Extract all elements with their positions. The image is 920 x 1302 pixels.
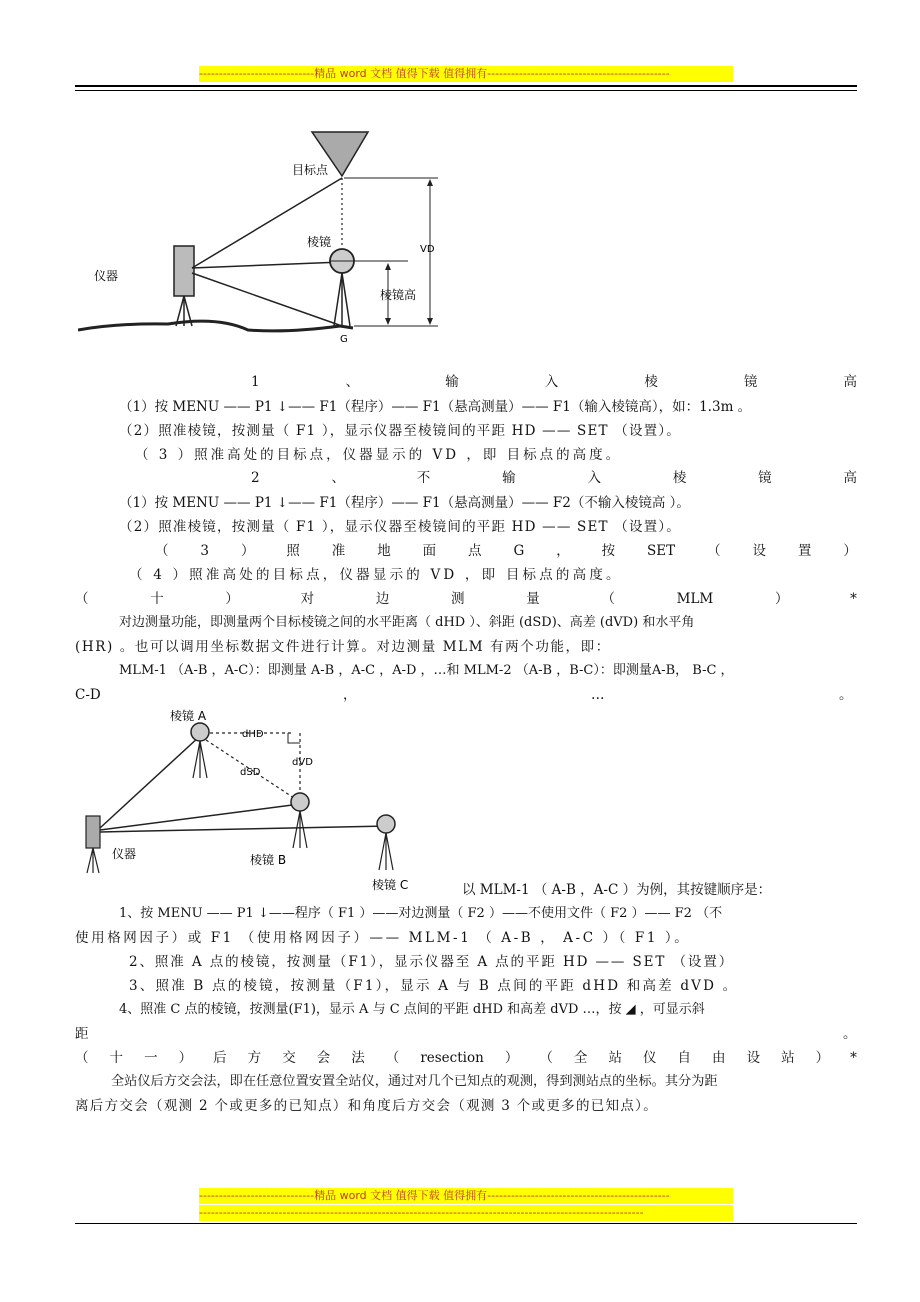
mlm-figure (78, 708, 418, 898)
ground-line (78, 321, 353, 331)
example-step1-line2: 使用格网因子）或 F1 （使用格网因子）—— MLM-1 （ A-B ， A-C ）（ F1 ）。 (75, 930, 691, 946)
line-to-prism-a (100, 736, 200, 828)
footer-watermark-banner: -----------------------------精品 word 文档 值得下载 值得拥有---------------------------------------------- (199, 1188, 733, 1204)
mlm-paragraph-line3: MLM-1 （A-B ，A-C）：即测量 A-B ，A-C ，A-D ，…和 MLM-2 （A-B ，B-C）：即测量A-B， B-C ， (119, 663, 734, 678)
prism-height-label: 棱镜高 (380, 288, 417, 302)
example-step4-line2: 距 。 (75, 1026, 857, 1042)
line-to-prism-c (100, 826, 386, 832)
sight-line-prism (192, 262, 342, 268)
vd-label: VD (420, 244, 435, 255)
dsd-label: dSD (240, 767, 261, 778)
section1-heading: 1 、 输 入 棱 镜 高 (251, 374, 857, 390)
resection-paragraph-line1: 全站仪后方交会法，即在任意位置安置全站仪，通过对几个已知点的观测，得到测站点的坐标。其分为距 (111, 1074, 718, 1089)
instrument-label: 仪器 (112, 847, 137, 861)
mlm-paragraph-line4: C-D ， … 。 (75, 687, 853, 703)
section2-step3: （ 3 ） 照 准 地 面 点 G ， 按 SET （ 设 置 ） (155, 543, 857, 559)
ground-point-g-label: G (340, 334, 348, 345)
resection-heading: （ 十 一 ） 后 方 交 会 法 （ resection ） （ 全 站 仪 自 由 设 站 ） * (75, 1050, 857, 1066)
footer-rule (75, 1223, 857, 1224)
sight-line-target (192, 178, 342, 268)
prism-label: 棱镜 (307, 235, 332, 249)
prism-a-circle (191, 723, 209, 741)
mlm-paragraph-line2: (HR) 。也可以调用坐标数据文件进行计算。对边测量 MLM 有两个功能，即： (75, 639, 611, 655)
section1-step2: （2）照准棱镜，按测量（ F1 ），显示仪器至棱镜间的平距 HD —— SET （设置）。 (119, 423, 681, 439)
section1-step3: （ 3 ）照准高处的目标点，仪器显示的 VD ，即 目标点的高度。 (135, 447, 623, 463)
prism-c-label: 棱镜 C (372, 878, 409, 892)
instrument-label: 仪器 (94, 269, 119, 283)
section2-step1: （1）按 MENU —— P1 ↓—— F1（程序）—— F1（悬高测量）—— F2（不输入棱镜高 ）。 (119, 495, 690, 511)
resection-paragraph-line2: 离后方交会（观测 2 个或更多的已知点）和角度后方交会（观测 3 个或更多的已知点）。 (75, 1098, 658, 1114)
footer-watermark-dashes: ---------------------------------------------------------------------------------------------------------------- (199, 1205, 733, 1221)
example-step2: 2、照准 A 点的棱镜，按测量（F1），显示仪器至 A 点的平距 HD —— SET （设置） (129, 954, 735, 970)
prism-b-label: 棱镜 B (250, 853, 287, 867)
section2-heading: 2 、 不 输 入 棱 镜 高 (251, 470, 857, 486)
mlm-heading: （ 十 ） 对 边 测 量 （ MLM ） * (75, 591, 857, 607)
example-step1-line1: 1、按 MENU —— P1 ↓——程序（ F1 ）——对边测量（ F2 ）——不使用文件（ F2 ）—— F2 （不 (119, 906, 723, 921)
target-point-label: 目标点 (292, 163, 329, 177)
line-to-prism-b (100, 804, 300, 830)
dvd-label: dVD (292, 757, 313, 768)
header-watermark-banner: -----------------------------精品 word 文档 值得下载 值得拥有---------------------------------------------- (199, 66, 733, 82)
mlm-paragraph-line1: 对边测量功能，即测量两个目标棱镜之间的水平距离（ dHD ）、斜距 (dSD)、高差 (dVD) 和水平角 (119, 615, 695, 630)
header-rule-thin (75, 90, 857, 91)
section2-step2: （2）照准棱镜，按测量（ F1 ），显示仪器至棱镜间的平距 HD —— SET （设置）。 (119, 519, 681, 535)
section2-step4: （ 4 ）照准高处的目标点，仪器显示的 VD ，即 目标点的高度。 (129, 567, 623, 583)
header-rule-thick (75, 85, 857, 87)
example-step3: 3、照准 B 点的棱镜，按测量（F1），显示 A 与 B 点间的平距 dHD 和高差 dVD 。 (129, 978, 739, 994)
section1-step1: （1）按 MENU —— P1 ↓—— F1（程序）—— F1（悬高测量）—— F1（输入棱镜高），如：1.3m 。 (119, 399, 752, 415)
prism-a-label: 棱镜 A (170, 709, 207, 723)
dhd-label: dHD (242, 729, 264, 740)
prism-c-circle (377, 815, 395, 833)
example-step4-line1: 4、照准 C 点的棱镜，按测量(F1)，显示 A 与 C 点间的平距 dHD 和高差 dVD …，按 ◢ ，可显示斜 (119, 1002, 705, 1017)
sight-line-ground (192, 273, 342, 326)
height-measurement-figure (78, 118, 458, 348)
instrument-shape (174, 246, 194, 296)
prism-b-circle (291, 793, 309, 811)
instrument-shape (86, 816, 100, 848)
mlm-example-intro: 以 MLM-1 （ A-B ，A-C ）为例，其按键顺序是： (462, 882, 772, 898)
